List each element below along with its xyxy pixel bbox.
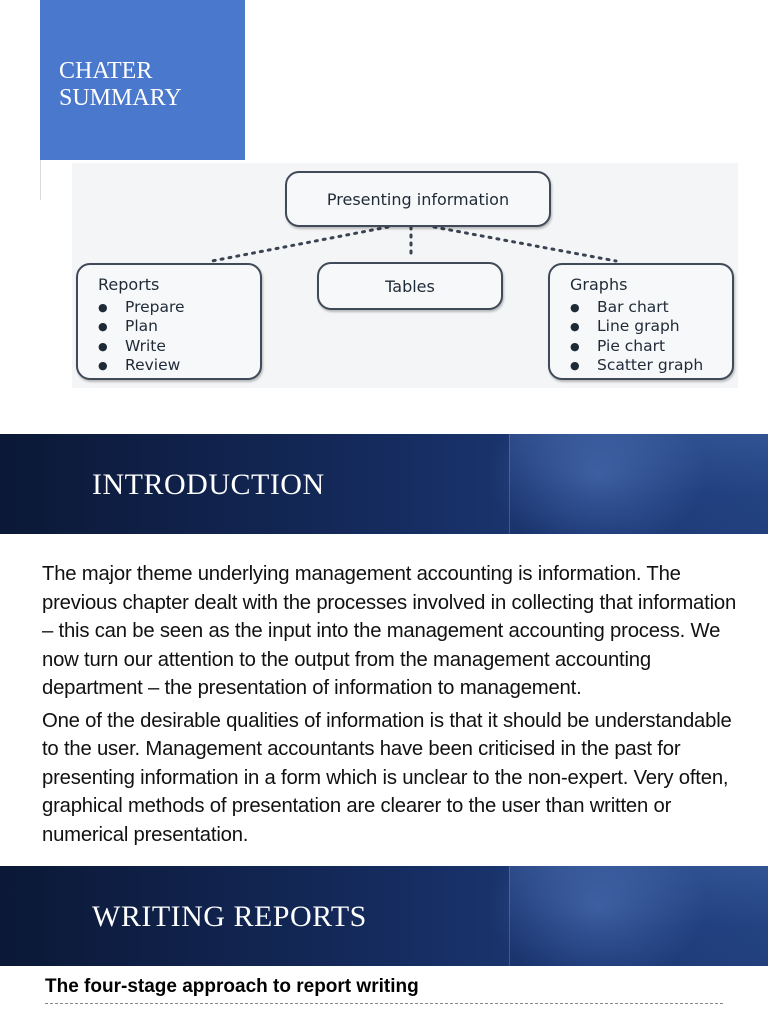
dashed-divider bbox=[45, 1003, 723, 1004]
list-item: ● Review bbox=[98, 355, 181, 374]
presenting-information-diagram bbox=[72, 163, 738, 388]
chapter-summary-slide bbox=[0, 0, 768, 432]
connector-left bbox=[212, 227, 388, 261]
chapter-divider bbox=[40, 160, 41, 200]
bullet-icon: ● bbox=[570, 339, 580, 353]
bullet-icon: ● bbox=[570, 358, 580, 372]
writing-reports-body bbox=[0, 966, 768, 1024]
introduction-title: INTRODUCTION bbox=[92, 468, 325, 501]
introduction-text bbox=[42, 560, 742, 853]
bullet-icon: ● bbox=[570, 320, 580, 334]
intro-paragraph-2: One of the desirable qualities of information is that it should be understandable to the user. Management accountants have been criticised in the past for presenting information in a form which is unclear to the non-expert. Very often, graphical methods of presentation are clearer to the user than written or numerical presentation. bbox=[42, 709, 732, 846]
list-item: ● Pie chart bbox=[570, 336, 666, 355]
introduction-body bbox=[0, 534, 768, 866]
chapter-title-box bbox=[40, 0, 245, 160]
list-item: ● Line graph bbox=[570, 317, 680, 336]
node-reports bbox=[76, 263, 262, 380]
chapter-title: CHATER SUMMARY bbox=[59, 58, 182, 111]
list-item: ● Plan bbox=[98, 317, 158, 336]
header-glow bbox=[488, 434, 708, 534]
list-item: ● Write bbox=[98, 336, 166, 355]
four-stage-subheading: The four-stage approach to report writing bbox=[45, 976, 419, 997]
intro-paragraph-1: The major theme underlying management accounting is information. The previous chapter dealt with the processes involved in collecting that information – this can be seen as the input into the management accounting process. We now turn our attention to the output from the management accounting department – the presentation of information to management. bbox=[42, 563, 737, 699]
node-graphs bbox=[548, 263, 734, 380]
introduction-header bbox=[0, 434, 768, 534]
list-item: ● Prepare bbox=[98, 298, 185, 316]
connector-right bbox=[434, 227, 616, 261]
header-glow bbox=[488, 866, 708, 966]
bullet-icon: ● bbox=[98, 358, 108, 372]
node-tables bbox=[317, 262, 503, 310]
list-item: ● Scatter graph bbox=[570, 355, 704, 374]
bullet-icon: ● bbox=[98, 320, 108, 334]
node-tables-label: Tables bbox=[385, 276, 435, 296]
reports-list bbox=[98, 298, 185, 375]
node-presenting-information bbox=[285, 171, 551, 227]
bullet-icon: ● bbox=[98, 301, 108, 314]
list-item: ● Bar chart bbox=[570, 298, 669, 316]
node-presenting-information-label: Presenting information bbox=[326, 189, 510, 209]
writing-reports-header bbox=[0, 866, 768, 966]
bullet-icon: ● bbox=[98, 339, 108, 353]
node-reports-heading: Reports bbox=[98, 275, 160, 294]
graphs-list bbox=[570, 298, 703, 375]
bullet-icon: ● bbox=[570, 301, 580, 314]
node-graphs-heading: Graphs bbox=[570, 275, 628, 294]
writing-reports-title: WRITING REPORTS bbox=[92, 900, 367, 933]
